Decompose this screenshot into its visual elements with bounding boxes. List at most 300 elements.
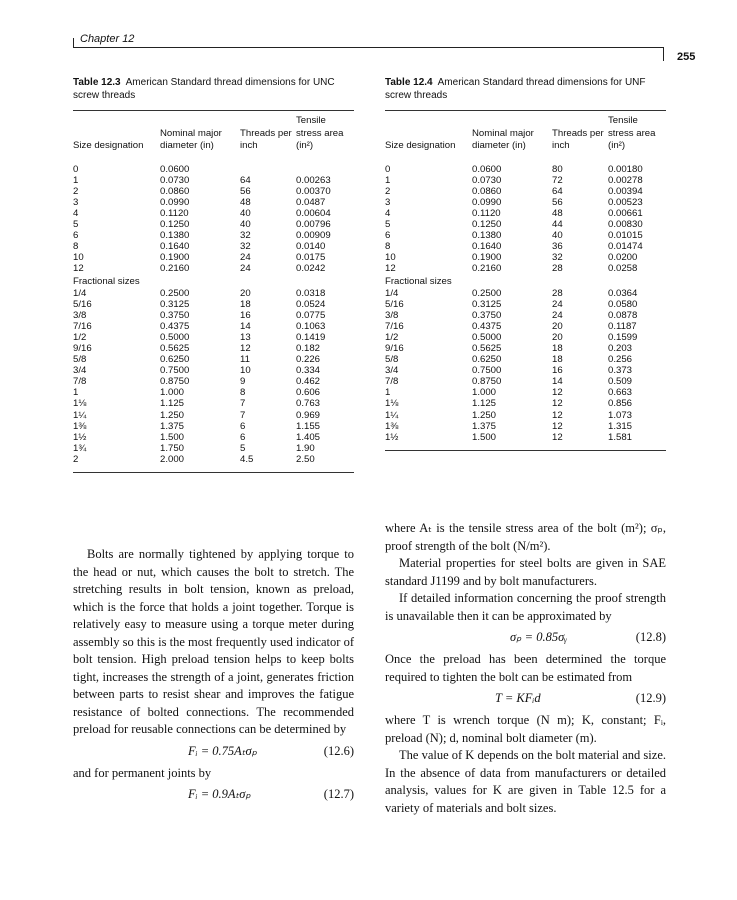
table-row xyxy=(385,299,666,310)
body-paragraph: where Aₜ is the tensile stress area of the bolt (m²); σₚ, proof strength of the bolt (N/m²). xyxy=(385,521,666,553)
table-row xyxy=(385,376,666,387)
table-row xyxy=(385,343,666,354)
table-cell: 0.1187 xyxy=(608,320,637,332)
table-row xyxy=(385,230,666,241)
table-cell: 0.182 xyxy=(296,343,321,354)
table-cell: 7/8 xyxy=(73,376,87,388)
table-cell: 14 xyxy=(552,376,563,388)
table-row xyxy=(385,164,666,175)
table-row xyxy=(385,288,666,299)
equation-12-8 xyxy=(385,625,666,651)
column-header: Nominal major diameter (in) xyxy=(472,127,534,151)
table-cell: 0.1250 xyxy=(160,218,190,230)
table-cell: 5/16 xyxy=(73,298,92,310)
table-cell: 0.4375 xyxy=(472,320,502,332)
table-row xyxy=(73,252,354,263)
table-cell: 0.00394 xyxy=(608,185,643,197)
table-cell: 0.00523 xyxy=(608,196,643,208)
table-cell: 1¾ xyxy=(73,442,87,454)
body-paragraph: The value of K depends on the bolt material and size. In the absence of data from manufacturers or detailed analysis, values for K are given in Table 12.5 for a variety of materials and bolt sizes. xyxy=(385,748,666,815)
column-header: Nominal major diameter (in) xyxy=(160,127,222,151)
table-cell: 5/8 xyxy=(73,354,87,366)
table-row xyxy=(73,219,354,230)
table-cell: 16 xyxy=(240,309,251,321)
table-row xyxy=(385,175,666,186)
section-row xyxy=(385,274,666,287)
table-cell: 1.250 xyxy=(160,409,185,421)
table-cell: 7 xyxy=(240,398,246,410)
table-cell: 0.1640 xyxy=(160,241,190,253)
table-row xyxy=(73,321,354,332)
table-cell: 0.0175 xyxy=(296,252,326,264)
table-cell: 1⅜ xyxy=(73,420,87,432)
table-row xyxy=(73,241,354,252)
table-cell: 1½ xyxy=(73,431,87,443)
table-cell: 0.7500 xyxy=(472,365,502,377)
table-cell: 0.00180 xyxy=(608,163,643,175)
table-row xyxy=(73,365,354,376)
table-cell: 4.5 xyxy=(240,453,254,465)
table-cell: 7/16 xyxy=(385,320,404,332)
table-cell: 7/16 xyxy=(73,320,92,332)
table-cell: 0.5625 xyxy=(472,343,502,354)
table-row xyxy=(385,208,666,219)
table-cell: 0.509 xyxy=(608,376,633,388)
table-cell: 0.01015 xyxy=(608,230,643,242)
table-cell: 8 xyxy=(385,241,391,253)
table-row xyxy=(73,387,354,398)
table-cell: 0.0242 xyxy=(296,263,326,275)
body-paragraph: Material properties for steel bolts are given in SAE standard J1199 and by bolt manufacturers. xyxy=(385,556,666,588)
table-cell: 48 xyxy=(240,196,251,208)
table-cell: 0.00830 xyxy=(608,218,643,230)
table-cell: 1.405 xyxy=(296,431,321,443)
table-cell: 24 xyxy=(552,298,563,310)
table-cell: 4 xyxy=(385,207,391,219)
table-cell: 0.00278 xyxy=(608,174,643,186)
table-cell: 3 xyxy=(73,196,79,208)
table-row xyxy=(385,421,666,432)
table-cell: 0.1120 xyxy=(160,207,189,219)
table-cell: 9 xyxy=(240,376,246,388)
table-cell: 0.0487 xyxy=(296,196,326,208)
table-cell: 0.00263 xyxy=(296,174,331,186)
table-cell: 3/8 xyxy=(73,309,87,321)
table-row xyxy=(73,432,354,443)
table-cell: 0.0318 xyxy=(296,287,326,299)
table-cell: 24 xyxy=(552,309,563,321)
table-cell: 12 xyxy=(240,343,251,354)
table-cell: 1¼ xyxy=(385,409,399,421)
equation-12-9 xyxy=(385,686,666,712)
table-cell: 1.375 xyxy=(472,420,497,432)
table-cell: 5 xyxy=(385,218,391,230)
table-cell: 0.00909 xyxy=(296,230,331,242)
table-cell: 1 xyxy=(73,387,79,399)
table-cell: 6 xyxy=(73,230,79,242)
table-cell: 0.00370 xyxy=(296,185,331,197)
column-header: Threads per inch xyxy=(552,127,604,151)
table-cell: 0.8750 xyxy=(160,376,190,388)
table-cell: 1.90 xyxy=(296,442,315,454)
table-cell: 0.856 xyxy=(608,398,633,410)
table-cell: 0.1640 xyxy=(472,241,502,253)
table-cell xyxy=(296,164,354,175)
table-unf xyxy=(385,76,666,451)
table-cell: 0.5000 xyxy=(472,331,502,343)
table-cell: 1/4 xyxy=(385,287,399,299)
table-caption-text: American Standard thread dimensions for UNC screw threads xyxy=(73,77,335,101)
table-cell: 0.0990 xyxy=(160,196,190,208)
table-cell: 0.5625 xyxy=(160,343,190,354)
table-cell: 12 xyxy=(385,263,396,275)
table-cell: 0.1380 xyxy=(472,230,502,242)
header-rule-tick xyxy=(663,47,664,61)
table-cell: 0.0990 xyxy=(472,196,502,208)
table-cell: 1⅛ xyxy=(385,398,399,410)
table-cell: 0.1120 xyxy=(472,207,501,219)
table-cell: 1.073 xyxy=(608,409,633,421)
table-cell: 64 xyxy=(552,185,563,197)
table-caption xyxy=(73,76,354,102)
table-row xyxy=(385,332,666,343)
equation-number: (12.7) xyxy=(323,787,354,801)
table-cell: 1.581 xyxy=(608,431,633,443)
table-cell: 80 xyxy=(552,163,563,175)
table-cell: 1 xyxy=(385,387,391,399)
table-cell: 72 xyxy=(552,174,563,186)
table-cell: 0.763 xyxy=(296,398,321,410)
table-unc xyxy=(73,76,354,473)
table-cell: 20 xyxy=(552,331,563,343)
table-row xyxy=(73,410,354,421)
table-cell: 0.2160 xyxy=(160,263,190,275)
table-row xyxy=(73,175,354,186)
table-row xyxy=(385,219,666,230)
table-cell: 2 xyxy=(73,453,79,465)
table-cell: 0.2160 xyxy=(472,263,502,275)
unc-data-table xyxy=(73,111,354,472)
table-cell: 11 xyxy=(240,354,250,366)
table-cell: 0.0600 xyxy=(160,163,190,175)
equation-number: (12.8) xyxy=(635,630,666,644)
equation-number: (12.6) xyxy=(323,743,354,758)
column-header: Tensile stress area (in²) xyxy=(296,115,344,151)
table-cell: 0.5000 xyxy=(160,331,190,343)
table-cell: 0.3750 xyxy=(472,309,502,321)
table-cell: 0.0775 xyxy=(296,309,326,321)
table-cell: 5 xyxy=(240,442,246,454)
column-header: Tensile stress area (in²) xyxy=(608,115,656,151)
table-row xyxy=(73,376,354,387)
table-row xyxy=(385,241,666,252)
table-cell: 12 xyxy=(552,387,563,399)
table-cell: 18 xyxy=(552,343,563,354)
chapter-label: Chapter 12 xyxy=(80,33,135,45)
table-cell: 4 xyxy=(73,207,79,219)
table-cell: 28 xyxy=(552,263,563,275)
table-caption xyxy=(385,76,666,102)
table-cell: 0.1250 xyxy=(472,218,502,230)
table-cell: 1.315 xyxy=(608,420,633,432)
table-cell: 0.0364 xyxy=(608,287,638,299)
body-paragraph: where T is wrench torque (N m); K, constant; Fᵢ, preload (N); d, nominal bolt diameter (m). xyxy=(385,713,666,745)
table-cell: 1.750 xyxy=(160,442,185,454)
table-cell: 1.250 xyxy=(472,409,497,421)
table-row xyxy=(385,365,666,376)
table-cell: 0.1900 xyxy=(472,252,502,264)
table-cell: 0.0524 xyxy=(296,298,326,310)
table-cell: 8 xyxy=(240,387,246,399)
table-cell: 0 xyxy=(385,163,391,175)
table-cell: 0.606 xyxy=(296,387,321,399)
table-cell: 0 xyxy=(73,163,79,175)
equation: σₚ = 0.85σᵧ xyxy=(510,630,568,644)
table-cell: 0.3750 xyxy=(160,309,190,321)
table-cell: 0.0258 xyxy=(608,263,638,275)
table-cell: 0.6250 xyxy=(472,354,502,366)
table-cell: 0.0140 xyxy=(296,241,326,253)
table-cell: 5/8 xyxy=(385,354,399,366)
table-row xyxy=(73,454,354,465)
table-cell: 64 xyxy=(240,174,251,186)
column-header: Threads per inch xyxy=(240,127,292,151)
table-cell: 0.1380 xyxy=(160,230,190,242)
table-row xyxy=(73,288,354,299)
table-cell: 56 xyxy=(552,196,563,208)
table-cell: 13 xyxy=(240,331,251,343)
table-cell: 0.0580 xyxy=(608,298,638,310)
table-cell: 1.000 xyxy=(160,387,185,399)
table-row xyxy=(73,443,354,454)
table-cell: 6 xyxy=(385,230,391,242)
table-cell: 9/16 xyxy=(73,343,92,354)
table-cell: 6 xyxy=(240,420,246,432)
table-cell: 2 xyxy=(385,185,391,197)
table-cell: 1/2 xyxy=(385,331,399,343)
table-row xyxy=(385,263,666,274)
table-cell: 0.969 xyxy=(296,409,321,421)
table-row xyxy=(73,197,354,208)
table-cell: 0.0730 xyxy=(472,174,502,186)
table-cell: 1.375 xyxy=(160,420,185,432)
table-cell: 2.50 xyxy=(296,453,315,465)
table-row xyxy=(385,432,666,443)
table-cell: 18 xyxy=(552,354,563,366)
table-row xyxy=(385,398,666,409)
table-row xyxy=(73,398,354,409)
table-cell: 0.7500 xyxy=(160,365,190,377)
table-cell: 0.1063 xyxy=(296,320,326,332)
table-row xyxy=(385,310,666,321)
table-cell: 1⅜ xyxy=(385,420,399,432)
body-paragraph: Bolts are normally tightened by applying torque to the head or nut, which causes the bolt to stretch. The stretching results in bolt tension, known as preload, which is the force that holds a joint together. Torque is relatively easy to measure using a torque meter during assembly so this is the most frequently used indicator of bolt tension. High preload tension helps to keep bolts tight, increases the strength of a joint, generates friction between parts to resist shear and improves the fatigue resistance of bolted connections. The recommended preload for reusable connections can be determined by xyxy=(73,547,354,736)
table-cell: 0.0200 xyxy=(608,252,638,264)
table-cell: 1 xyxy=(73,174,79,186)
equation-number: (12.9) xyxy=(635,691,666,705)
table-cell: 0.0860 xyxy=(160,185,190,197)
equation: Fᵢ = 0.9Aₜσₚ xyxy=(188,787,251,801)
table-cell: 0.2500 xyxy=(472,287,502,299)
section-label: Fractional sizes xyxy=(385,276,452,288)
table-cell: 10 xyxy=(385,252,396,264)
table-row xyxy=(385,321,666,332)
table-cell: 20 xyxy=(240,287,251,299)
table-cell: 16 xyxy=(552,365,563,377)
left-text-column xyxy=(73,546,354,808)
table-cell: 5/16 xyxy=(385,298,404,310)
table-cell: 40 xyxy=(240,207,251,219)
table-cell xyxy=(240,164,296,175)
column-header: Size designation xyxy=(73,140,144,151)
table-cell: 48 xyxy=(552,207,563,219)
table-cell: 0.256 xyxy=(608,354,633,366)
table-cell: 0.8750 xyxy=(472,376,502,388)
table-cell: 0.00604 xyxy=(296,207,331,219)
table-row xyxy=(385,186,666,197)
table-cell: 32 xyxy=(240,230,251,242)
table-cell: 3/8 xyxy=(385,309,399,321)
table-row xyxy=(73,164,354,175)
table-rule xyxy=(73,472,354,473)
table-cell: 12 xyxy=(552,398,563,410)
table-cell: 0.1599 xyxy=(608,331,638,343)
table-cell: 8 xyxy=(73,241,79,253)
table-rule xyxy=(385,450,666,451)
table-cell: 2.000 xyxy=(160,453,185,465)
table-cell: 1/2 xyxy=(73,331,87,343)
table-cell: 12 xyxy=(552,420,563,432)
table-cell: 0.4375 xyxy=(160,320,190,332)
table-row xyxy=(385,197,666,208)
table-cell: 40 xyxy=(240,218,251,230)
header-rule xyxy=(73,47,663,48)
table-cell: 12 xyxy=(73,263,84,275)
table-row xyxy=(73,343,354,354)
table-cell: 1.500 xyxy=(472,431,497,443)
table-cell: 44 xyxy=(552,218,563,230)
table-row xyxy=(385,252,666,263)
section-label: Fractional sizes xyxy=(73,276,140,288)
section-row xyxy=(73,274,354,287)
table-cell: 36 xyxy=(552,241,563,253)
table-cell: 7 xyxy=(240,409,246,421)
table-cell: 0.3125 xyxy=(472,298,502,310)
table-cell: 0.1419 xyxy=(296,331,326,343)
table-cell: 18 xyxy=(240,298,251,310)
table-cell: 6 xyxy=(240,431,246,443)
table-caption-text: American Standard thread dimensions for UNF screw threads xyxy=(385,77,646,101)
table-cell: 9/16 xyxy=(385,343,404,354)
table-cell: 0.0600 xyxy=(472,163,502,175)
table-cell: 0.0860 xyxy=(472,185,502,197)
table-cell: 24 xyxy=(240,252,251,264)
table-cell: 0.203 xyxy=(608,343,633,354)
body-paragraph: and for permanent joints by xyxy=(73,765,212,780)
table-cell: 32 xyxy=(552,252,563,264)
table-cell: 1.125 xyxy=(160,398,185,410)
table-cell: 1.000 xyxy=(472,387,497,399)
table-cell: 0.00661 xyxy=(608,207,643,219)
table-cell: 0.01474 xyxy=(608,241,643,253)
table-cell: 28 xyxy=(552,287,563,299)
body-paragraph: If detailed information concerning the proof strength is unavailable then it can be approximated by xyxy=(385,591,666,623)
table-cell: 2 xyxy=(73,185,79,197)
table-row xyxy=(73,421,354,432)
table-cell: 0.6250 xyxy=(160,354,190,366)
table-cell: 20 xyxy=(552,320,563,332)
table-cell: 1.125 xyxy=(472,398,497,410)
table-cell: 0.00796 xyxy=(296,218,331,230)
table-cell: 3/4 xyxy=(385,365,399,377)
table-cell: 56 xyxy=(240,185,251,197)
table-row xyxy=(73,263,354,274)
table-cell: 40 xyxy=(552,230,563,242)
table-cell: 0.0878 xyxy=(608,309,638,321)
table-cell: 0.3125 xyxy=(160,298,190,310)
table-cell: 14 xyxy=(240,320,251,332)
table-cell: 7/8 xyxy=(385,376,399,388)
table-cell: 1.500 xyxy=(160,431,185,443)
table-cell: 10 xyxy=(240,365,251,377)
unf-body xyxy=(385,157,666,450)
table-cell: 0.0730 xyxy=(160,174,190,186)
table-row xyxy=(73,354,354,365)
equation-12-6 xyxy=(73,739,354,765)
table-cell: 3 xyxy=(385,196,391,208)
table-cell: 1 xyxy=(385,174,391,186)
table-cell: 0.1900 xyxy=(160,252,190,264)
unc-body xyxy=(73,157,354,473)
table-cell: 12 xyxy=(552,409,563,421)
table-row xyxy=(385,354,666,365)
table-cell: 0.663 xyxy=(608,387,633,399)
table-row xyxy=(385,387,666,398)
table-cell: 3/4 xyxy=(73,365,87,377)
table-cell: 1⅛ xyxy=(73,398,87,410)
table-row xyxy=(73,299,354,310)
right-text-column xyxy=(385,520,666,817)
table-cell: 24 xyxy=(240,263,251,275)
table-cell: 5 xyxy=(73,218,79,230)
table-cell: 0.226 xyxy=(296,354,321,366)
table-row xyxy=(73,332,354,343)
table-row xyxy=(73,186,354,197)
table-cell: 0.462 xyxy=(296,376,321,388)
table-cell: 10 xyxy=(73,252,84,264)
equation-12-7 xyxy=(73,782,354,808)
table-cell: 0.373 xyxy=(608,365,633,377)
page-number: 255 xyxy=(677,51,696,63)
table-cell: 1.155 xyxy=(296,420,321,432)
unf-data-table xyxy=(385,111,666,450)
table-row xyxy=(73,310,354,321)
table-cell: 12 xyxy=(552,431,563,443)
table-cell: 1¼ xyxy=(73,409,87,421)
table-label: Table 12.3 xyxy=(73,77,121,88)
body-paragraph: Once the preload has been determined the torque required to tighten the bolt can be estimated from xyxy=(385,652,666,684)
table-row xyxy=(73,208,354,219)
table-cell: 1½ xyxy=(385,431,399,443)
table-cell: 32 xyxy=(240,241,251,253)
table-cell: 1/4 xyxy=(73,287,87,299)
equation: T = KFᵢd xyxy=(495,691,541,705)
table-cell: 0.2500 xyxy=(160,287,190,299)
column-header: Size designation xyxy=(385,140,456,151)
table-row xyxy=(385,410,666,421)
table-row xyxy=(73,230,354,241)
table-label: Table 12.4 xyxy=(385,77,433,88)
